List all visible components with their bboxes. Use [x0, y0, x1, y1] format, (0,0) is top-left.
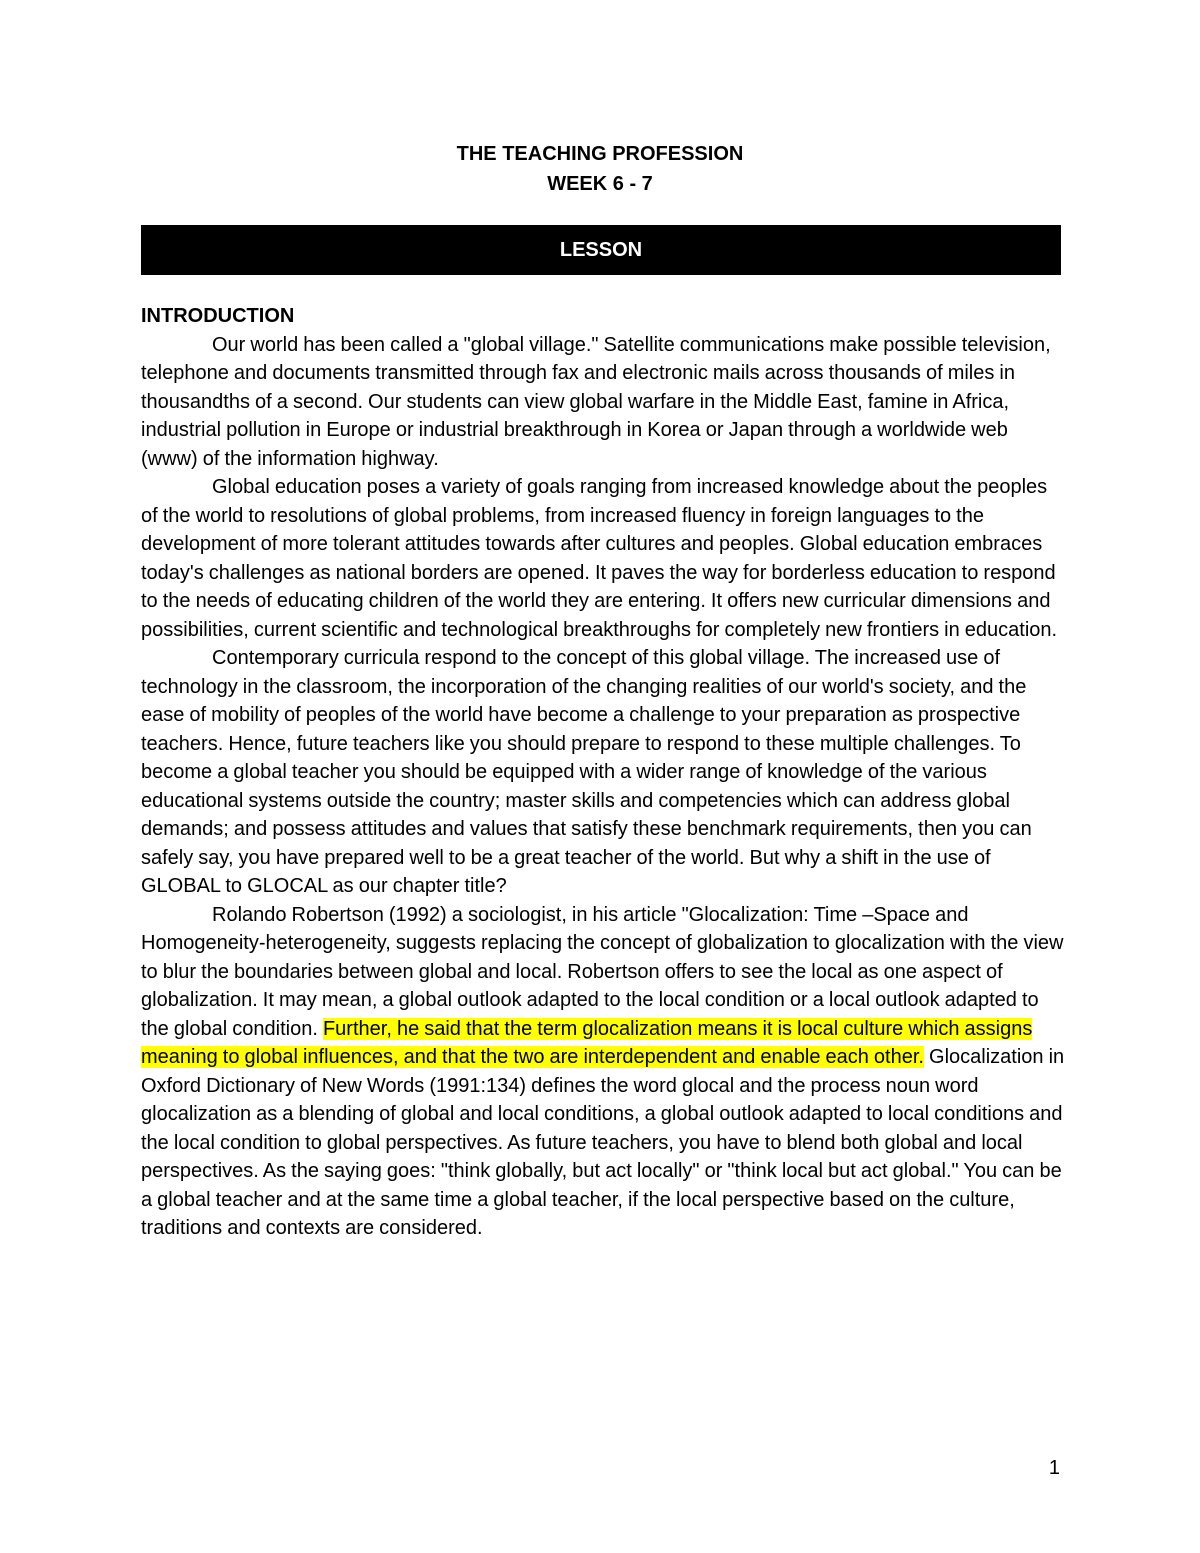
paragraph-text: Glocalization in Oxford Dictionary of New Words (1991:134) defines the word glocal and the process noun word glocalization as a blending of global and local conditions, a global outlook adapted to local conditions and the local condition to global perspectives. As future teachers, you have to blend both global and local perspectives. As the saying goes: "think globally, but act locally" or "think local but act global." You can be a global teacher and at the same time a global teacher, if the local perspective based on the culture, traditions and contexts are considered. — [141, 1046, 1065, 1239]
document-title: THE TEACHING PROFESSION — [456, 143, 744, 165]
paragraph-text: Rolando Robertson (1992) a sociologist, in his article "Glocalization: Time –Space and Homogeneity-heterogeneity, suggests replacing the concept of globalization to glocalization with the view to blur the boundaries between global and local. Robertson offers to see the local as one aspect of globalization. It may mean, a global outlook adapted to the local condition or a local outlook adapted to the global condition. — [141, 903, 1064, 1040]
section-heading: INTRODUCTION — [141, 305, 295, 327]
week-label: WEEK 6 - 7 — [547, 173, 653, 195]
introduction-section — [141, 302, 1065, 1243]
page-number: 1 — [1048, 1457, 1060, 1479]
paragraph: Contemporary curricula respond to the concept of this global village. The increased use of technology in the classroom, the incorporation of the changing realities of our world's society, and the ease of mobility of peoples of the world have become a challenge to your preparation as prospective teachers. Hence, future teachers like you should prepare to respond to these multiple challenges. To become a global teacher you should be equipped with a wider range of knowledge of the various educational systems outside the country; master skills and competencies which can address global demands; and possess attitudes and values that satisfy these benchmark requirements, then you can safely say, you have prepared well to be a great teacher of the world. But why a shift in the use of GLOBAL to GLOCAL as our chapter title? — [141, 647, 1032, 897]
lesson-banner-label: LESSON — [559, 238, 643, 261]
paragraph-robertson — [141, 901, 1065, 1243]
paragraph: Global education poses a variety of goals ranging from increased knowledge about the peoples of the world to resolutions of global problems, from increased fluency in foreign languages to the development of more tolerant attitudes towards after cultures and peoples. Global education embraces today's challenges as national borders are opened. It paves the way for borderless education to respond to the needs of educating children of the world they are entering. It offers new curricular dimensions and possibilities, current scientific and technological breakthroughs for completely new frontiers in education. — [141, 476, 1058, 641]
paragraph: Our world has been called a "global village." Satellite communications make possible television, telephone and documents transmitted through fax and electronic mails across thousands of miles in thousandths of a second. Our students can view global warfare in the Middle East, famine in Africa, industrial pollution in Europe or industrial breakthrough in Korea or Japan through a worldwide web (www) of the information highway. — [141, 333, 1051, 470]
highlighted-text: Further, he said that the term glocalization means it is local culture which assigns meaning to global influences, and that the two are interdependent and enable each other. — [141, 1017, 1033, 1068]
lesson-banner — [141, 225, 1061, 275]
